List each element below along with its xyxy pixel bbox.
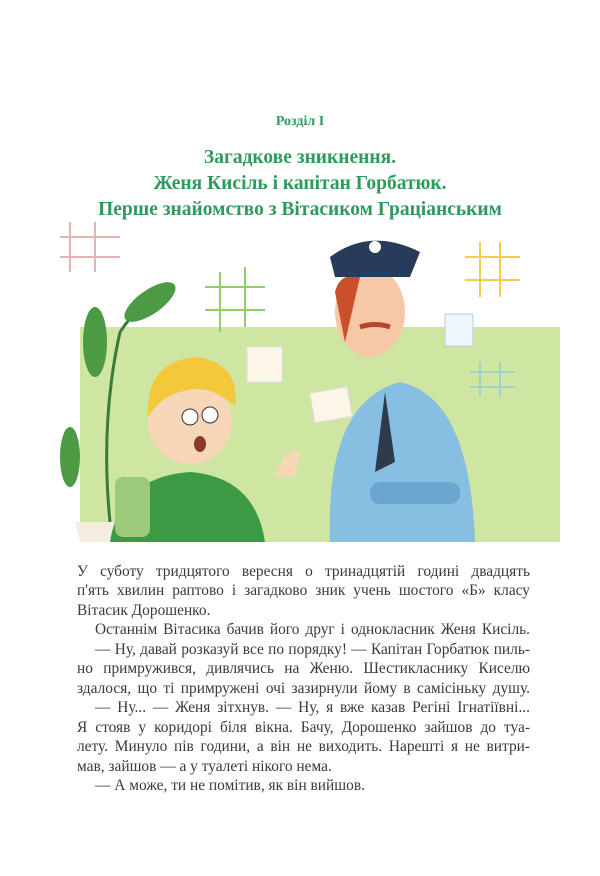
sticky-note bbox=[445, 314, 473, 346]
sticky-note bbox=[310, 387, 353, 423]
text-line: Вітасик Дорошенко. bbox=[77, 601, 211, 619]
text-line: лету. Минуло пів години, а він не виходить. Нарешті я не витри- bbox=[77, 738, 530, 756]
title-line: Загадкове зникнення. bbox=[203, 147, 397, 168]
text-line: У суботу тридцятого вересня о тринадцятій годині двадцять bbox=[77, 563, 530, 580]
chapter-title bbox=[0, 145, 600, 223]
text-line: — А може, ти не помітив, як він вийшов. bbox=[95, 776, 365, 794]
sticky-note bbox=[247, 347, 282, 382]
text-line: Останнім Вітасика бачив його друг і однокласник Женя Кисіль. bbox=[95, 621, 530, 639]
title-line: Перше знайомство з Вітасиком Граціанським bbox=[98, 199, 502, 220]
title-line: Женя Кисіль і капітан Горбатюк. bbox=[153, 173, 447, 194]
chapter-label: Розділ І bbox=[275, 114, 325, 129]
text-line: — Ну, давай розказуй все по порядку! — Капітан Горбатюк пиль- bbox=[95, 640, 530, 658]
text-line: п'ять хвилин раптово і загадково зник учень шостого «Б» класу bbox=[77, 582, 530, 600]
text-line: здалося, що ті примружені очі зазирнули йому в самісіньку душу. bbox=[77, 679, 530, 697]
text-line: но примружився, дивлячись на Женю. Шестикласнику Киселю bbox=[77, 660, 530, 678]
body-text bbox=[77, 562, 530, 795]
text-line: мав, зайшов — а у туалеті нікого нема. bbox=[77, 757, 332, 775]
text-line: — Ну... — Женя зітхнув. — Ну, я вже казав Регіні Ігнатіївні... bbox=[95, 699, 530, 717]
illustration bbox=[40, 222, 560, 544]
text-line: Я стояв у коридорі біля вікна. Бачу, Дорошенко зайшов до туа- bbox=[77, 718, 530, 736]
